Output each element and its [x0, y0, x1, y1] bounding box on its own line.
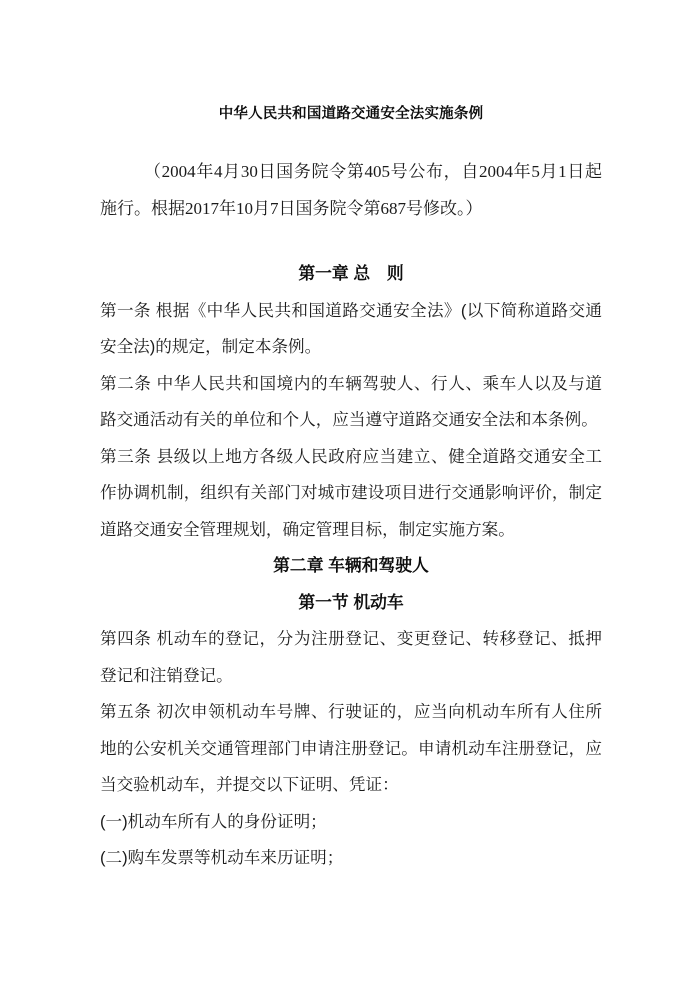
document-title: 中华人民共和国道路交通安全法实施条例	[218, 106, 484, 122]
article-4-paragraph: 第四条 机动车的登记，分为注册登记、变更登记、转移登记、抵押登记和注销登记。	[100, 629, 602, 685]
article-1-paragraph: 第一条 根据《中华人民共和国道路交通安全法》(以下简称道路交通安全法)的规定，制定本条例。	[100, 300, 602, 356]
chapter-2-heading: 第二章 车辆和驾驶人	[273, 556, 429, 575]
section-1-heading: 第一节 机动车	[298, 592, 404, 612]
article-5-list-item-2: (二)购车发票等机动车来历证明；	[100, 848, 344, 867]
article-5-list-item-1: (一)机动车所有人的身份证明；	[100, 811, 327, 831]
chapter-1-heading: 第一章 总 则	[298, 264, 404, 283]
document-preamble: （2004年4月30日国务院令第405号公布，自2004年5月1日起施行。根据2017年10月7日国务院令第687号修改。）	[100, 162, 602, 218]
article-5-paragraph: 第五条 初次申领机动车号牌、行驶证的，应当向机动车所有人住所地的公安机关交通管理部门申请注册登记。申请机动车注册登记，应当交验机动车，并提交以下证明、凭证：	[100, 702, 602, 794]
article-3-paragraph: 第三条 县级以上地方各级人民政府应当建立、健全道路交通安全工作协调机制，组织有关部门对城市建设项目进行交通影响评价，制定道路交通安全管理规划，确定管理目标，制定实施方案。	[100, 446, 602, 539]
article-2-paragraph: 第二条 中华人民共和国境内的车辆驾驶人、行人、乘车人以及与道路交通活动有关的单位和个人，应当遵守道路交通安全法和本条例。	[100, 373, 602, 429]
